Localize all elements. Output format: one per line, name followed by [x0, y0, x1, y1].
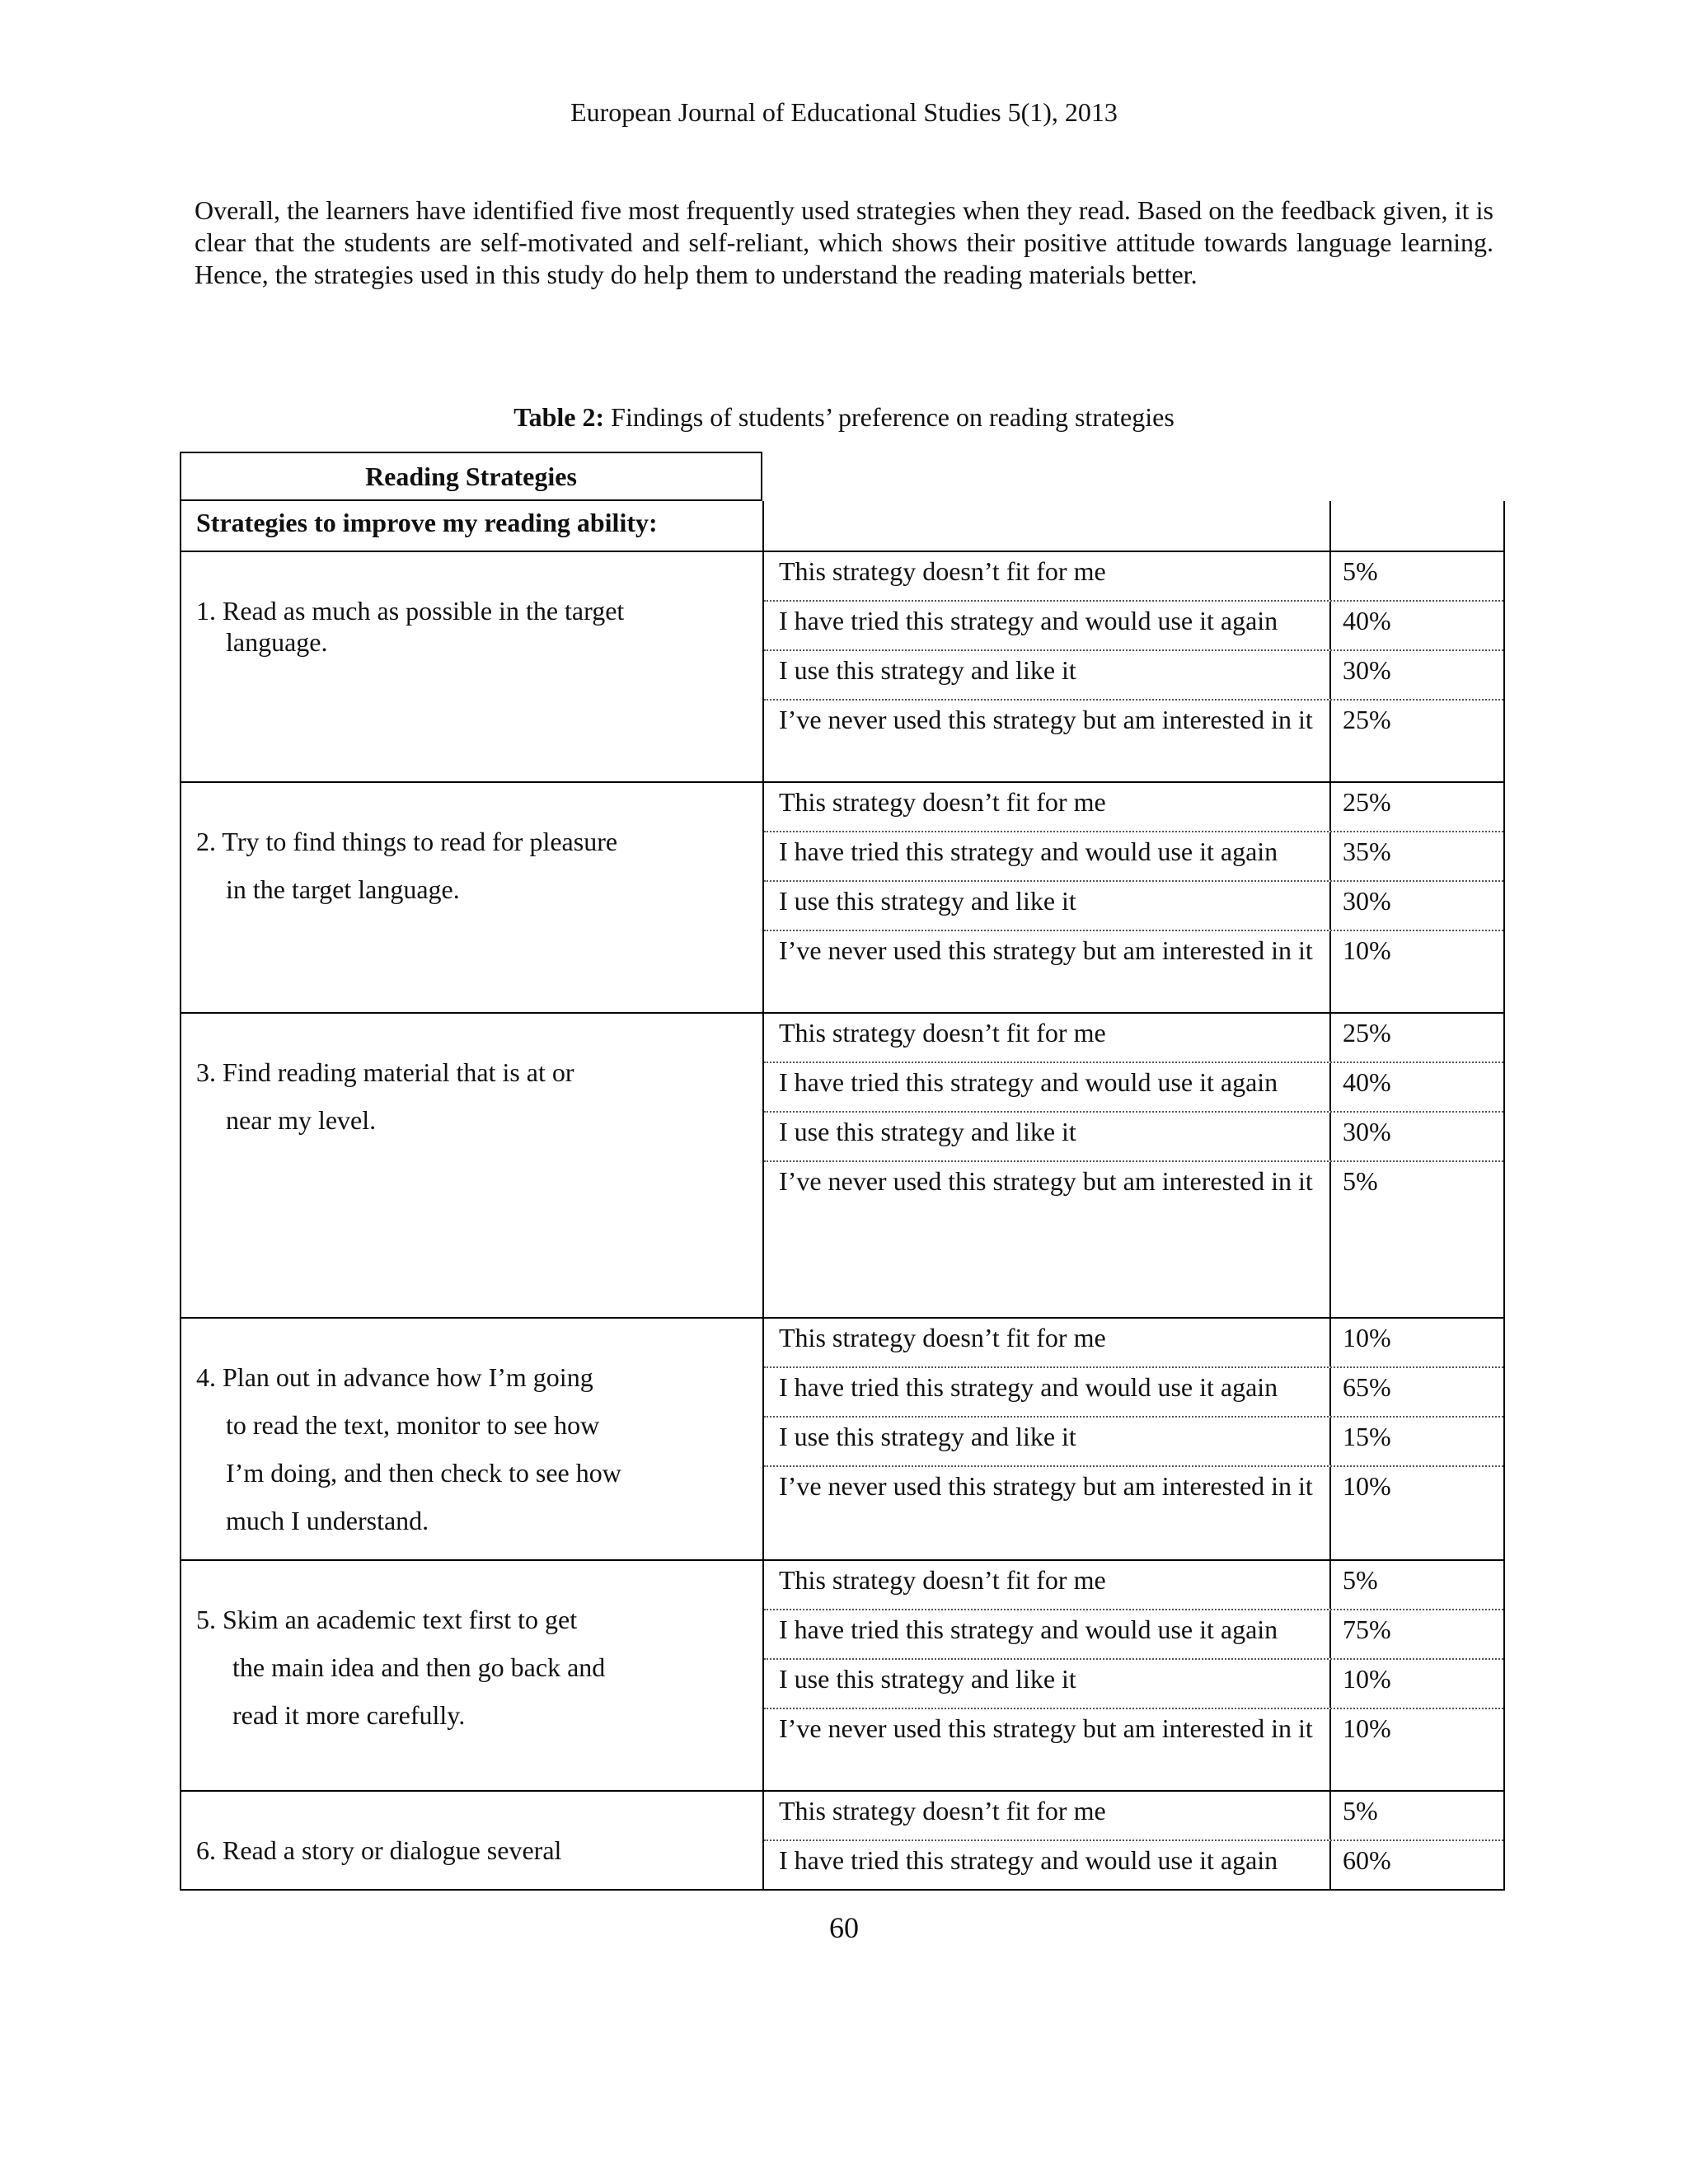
table-caption: [0, 402, 1688, 433]
table-caption-label: Table 2:: [513, 402, 605, 432]
strategy-block: [180, 1792, 1505, 1891]
column-divider: [1329, 651, 1331, 699]
strategy-name-line: much I understand.: [226, 1506, 429, 1535]
option-row: [764, 602, 1503, 651]
column-divider: [1329, 1660, 1331, 1708]
option-percent: 30%: [1343, 655, 1391, 685]
column-divider: [1329, 501, 1331, 551]
table-subheader: Strategies to improve my reading ability:: [181, 501, 764, 551]
strategy-name-cell: [181, 783, 764, 1012]
strategy-block: [180, 783, 1505, 1014]
column-divider: [1329, 1709, 1331, 1792]
strategy-name-line: language.: [226, 627, 328, 657]
option-percent: 15%: [1343, 1422, 1391, 1451]
strategy-name-line: 1. Read as much as possible in the target: [196, 596, 625, 626]
strategy-name-line: 6. Read a story or dialogue several: [196, 1835, 562, 1865]
option-percent: 10%: [1343, 1471, 1391, 1501]
running-head: European Journal of Educational Studies 5(1), 2013: [570, 97, 1118, 127]
option-label: I use this strategy and like it: [779, 655, 1076, 685]
option-label: This strategy doesn’t fit for me: [779, 787, 1106, 817]
column-divider: [1329, 1610, 1331, 1658]
option-row: [764, 651, 1503, 701]
column-divider: [1329, 882, 1331, 930]
option-label: I use this strategy and like it: [779, 1117, 1076, 1146]
page-number: 60: [829, 1911, 859, 1944]
option-percent: 40%: [1343, 1067, 1391, 1097]
table-subheader-row: [180, 501, 1505, 552]
column-divider: [1329, 1319, 1331, 1366]
option-percent: 30%: [1343, 886, 1391, 916]
option-label: I have tried this strategy and would use it again: [779, 1067, 1278, 1097]
column-divider: [1329, 1467, 1331, 1561]
option-label: This strategy doesn’t fit for me: [779, 1323, 1106, 1352]
option-label: I’ve never used this strategy but am interested in it: [779, 705, 1313, 734]
strategy-block: [180, 552, 1505, 783]
option-percent: 10%: [1343, 1323, 1391, 1352]
strategy-name-line: 4. Plan out in advance how I’m going: [196, 1362, 593, 1392]
option-row: [764, 1014, 1503, 1063]
option-row: [764, 1418, 1503, 1467]
option-label: I’ve never used this strategy but am interested in it: [779, 1713, 1313, 1743]
strategy-name-line: near my level.: [226, 1105, 377, 1135]
strategy-name-line: 5. Skim an academic text first to get: [196, 1605, 578, 1634]
option-percent: 5%: [1343, 1796, 1378, 1825]
option-percent: 5%: [1343, 1166, 1378, 1196]
option-percent: 30%: [1343, 1117, 1391, 1146]
strategy-name-line: 2. Try to find things to read for pleasure: [196, 827, 618, 856]
option-percent: 25%: [1343, 705, 1391, 734]
column-divider: [1329, 552, 1331, 600]
strategy-name-line: in the target language.: [226, 874, 460, 904]
strategy-block: [180, 1014, 1505, 1319]
option-row: [764, 1368, 1503, 1418]
column-divider: [1329, 1561, 1331, 1609]
option-percent: 75%: [1343, 1615, 1391, 1644]
option-row: [764, 783, 1503, 832]
option-label: I have tried this strategy and would use it again: [779, 837, 1278, 866]
option-row: [764, 832, 1503, 882]
option-row: [764, 931, 1503, 1014]
option-percent: 35%: [1343, 837, 1391, 866]
option-row: [764, 552, 1503, 602]
option-row: [764, 1162, 1503, 1319]
option-label: I have tried this strategy and would use it again: [779, 1615, 1278, 1644]
strategy-name-line: the main idea and then go back and: [232, 1652, 606, 1682]
strategy-name-cell: [181, 552, 764, 781]
option-label: I have tried this strategy and would use it again: [779, 1845, 1278, 1875]
option-percent: 40%: [1343, 606, 1391, 635]
option-label: I use this strategy and like it: [779, 1422, 1076, 1451]
strategy-name-line: read it more carefully.: [232, 1700, 466, 1730]
strategy-name-line: I’m doing, and then check to see how: [226, 1458, 621, 1488]
column-divider: [1329, 602, 1331, 649]
column-divider: [1329, 1841, 1331, 1891]
option-label: I use this strategy and like it: [779, 1664, 1076, 1694]
intro-paragraph: Overall, the learners have identified five most frequently used strategies when they read. Based on the feedback given, it is clear that the students are self-motivated and self-reliant, which shows their positive attitude towards language learning. Hence, the strategies used in this study do help them to understand the reading materials better.: [195, 195, 1493, 289]
table-header: Reading Strategies: [180, 452, 762, 501]
strategy-name-cell: [181, 1792, 764, 1889]
option-percent: 60%: [1343, 1845, 1391, 1875]
option-row: [764, 1660, 1503, 1709]
option-percent: 25%: [1343, 1018, 1391, 1047]
option-row: [764, 1792, 1503, 1841]
option-label: This strategy doesn’t fit for me: [779, 1796, 1106, 1825]
option-percent: 10%: [1343, 1664, 1391, 1694]
option-label: I use this strategy and like it: [779, 886, 1076, 916]
option-row: [764, 1610, 1503, 1660]
column-divider: [1329, 783, 1331, 831]
option-label: This strategy doesn’t fit for me: [779, 1018, 1106, 1047]
column-divider: [1329, 1418, 1331, 1465]
column-divider: [1329, 1368, 1331, 1416]
option-label: I have tried this strategy and would use it again: [779, 606, 1278, 635]
column-divider: [1329, 1113, 1331, 1160]
column-divider: [1329, 1063, 1331, 1111]
option-percent: 25%: [1343, 787, 1391, 817]
option-label: This strategy doesn’t fit for me: [779, 1565, 1106, 1595]
option-percent: 5%: [1343, 556, 1378, 586]
option-percent: 10%: [1343, 1713, 1391, 1743]
option-row: [764, 1561, 1503, 1610]
strategy-block: [180, 1319, 1505, 1561]
column-divider: [1329, 1014, 1331, 1062]
option-label: I have tried this strategy and would use it again: [779, 1372, 1278, 1402]
option-label: I’ve never used this strategy but am interested in it: [779, 1166, 1313, 1196]
option-row: [764, 882, 1503, 931]
column-divider: [1329, 832, 1331, 880]
strategy-block: [180, 1561, 1505, 1792]
option-label: I’ve never used this strategy but am interested in it: [779, 1471, 1313, 1501]
option-row: [764, 1319, 1503, 1368]
option-label: This strategy doesn’t fit for me: [779, 556, 1106, 586]
column-divider: [1329, 701, 1331, 783]
option-percent: 10%: [1343, 935, 1391, 965]
strategy-name-cell: [181, 1319, 764, 1559]
option-row: [764, 1841, 1503, 1891]
strategy-name-line: to read the text, monitor to see how: [226, 1410, 600, 1440]
column-divider: [1329, 1792, 1331, 1840]
option-row: [764, 1063, 1503, 1113]
option-label: I’ve never used this strategy but am interested in it: [779, 935, 1313, 965]
table-caption-text: Findings of students’ preference on reading strategies: [604, 402, 1175, 432]
option-row: [764, 1709, 1503, 1792]
strategy-name-cell: [181, 1561, 764, 1790]
option-percent: 5%: [1343, 1565, 1378, 1595]
strategy-name-cell: [181, 1014, 764, 1317]
column-divider: [1329, 1162, 1331, 1319]
column-divider: [1329, 931, 1331, 1014]
option-row: [764, 1467, 1503, 1561]
option-row: [764, 701, 1503, 783]
option-percent: 65%: [1343, 1372, 1391, 1402]
option-row: [764, 1113, 1503, 1162]
strategy-name-line: 3. Find reading material that is at or: [196, 1057, 574, 1087]
